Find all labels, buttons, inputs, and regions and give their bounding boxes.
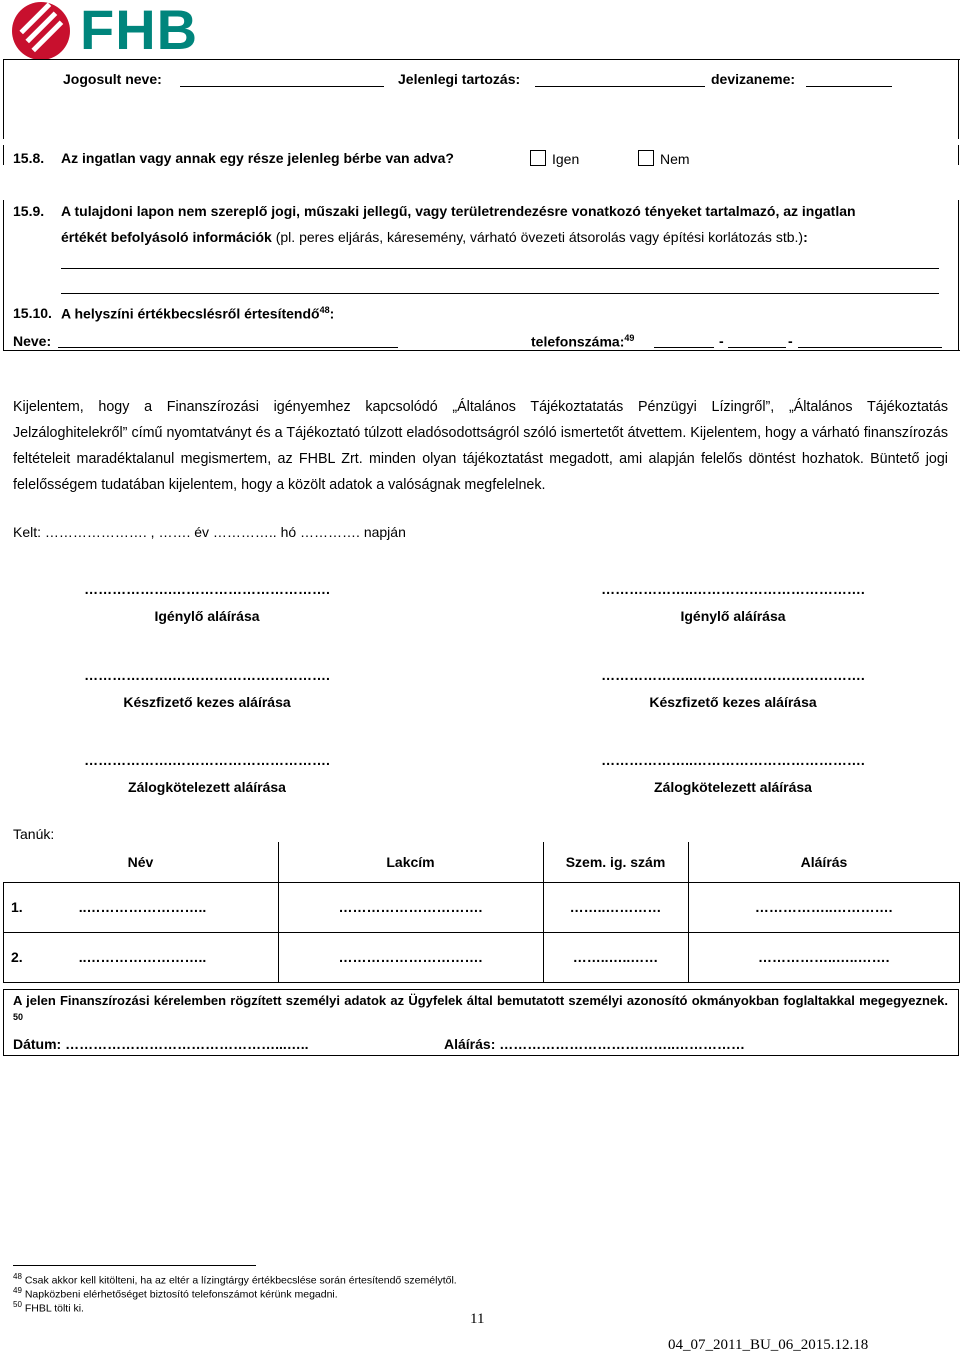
signature-dots-zalog-right[interactable]: ………………..……………………………….: [601, 752, 865, 768]
phone-dash-1: -: [719, 333, 724, 349]
q15-10-number: 15.10.: [13, 305, 52, 321]
phone-dash-2: -: [788, 333, 793, 349]
q15-8-number: 15.8.: [13, 150, 45, 166]
signature-label-kezes-right: Készfizető kezes aláírása: [649, 694, 817, 710]
footnote-48: [13, 1272, 457, 1287]
footnote-49-text: Napközbeni elérhetőséget biztosító telefonszámot kérünk megadni.: [24, 1288, 338, 1301]
no-checkbox[interactable]: [638, 150, 654, 166]
q15-9-colon: :: [803, 229, 808, 245]
q15-9-number: 15.9.: [13, 203, 45, 219]
witness-2-address-cell[interactable]: ………………………….: [278, 932, 543, 982]
witness-1-address-cell[interactable]: ………………………….: [278, 882, 543, 932]
kelt-line: Kelt: …………………. , ……. év ………….. hó …………. napján: [13, 524, 406, 540]
footnote-50: [13, 1300, 84, 1315]
signature-field[interactable]: Aláírás: ………………………………..……………: [444, 1036, 746, 1052]
q15-9-text-bold: értékét befolyásoló információk: [61, 229, 272, 245]
q15-10-colon: :: [329, 305, 335, 322]
fhb-logo-text: FHB: [80, 0, 199, 61]
current-debt-label: Jelenlegi tartozás:: [398, 71, 521, 87]
witnesses-header-row: [4, 842, 960, 882]
witness-row: [4, 932, 960, 982]
notify-name-field[interactable]: [58, 347, 398, 348]
row-number: 1.: [11, 899, 23, 915]
jogosult-name-field[interactable]: [180, 86, 384, 87]
yes-label: Igen: [552, 151, 580, 167]
header-szem-ig: Szem. ig. szám: [543, 842, 688, 882]
footnote-ref-48: 48: [319, 305, 330, 315]
footnote-50-num: 50: [13, 1300, 22, 1309]
data-verification-sentence: A jelen Finanszírozási kérelemben rögzített személyi adatok az Ügyfelek által bemutatott személyi azonosító okmányokban foglaltakkal megegyeznek.: [13, 993, 948, 1008]
phone-field-2[interactable]: [728, 347, 786, 348]
signature-label-kezes-left: Készfizető kezes aláírása: [123, 694, 291, 710]
data-verification-text: [13, 992, 948, 1029]
jogosult-name-label: Jogosult neve:: [63, 71, 162, 87]
witness-2-id-cell[interactable]: ……..…..……: [543, 932, 688, 982]
declaration-text: Kijelentem, hogy a Finanszírozási igényemhez kapcsolódó „Általános Tájékoztatatás Pénzügyi Lízingről”, „Általános Tájékoztatás Jelzáloghitelekről” című nyomtatványt és a Tájékoztató túlzott eladósodottságról szóló ismertetőt átvettem. Kijelentem, hogy a várható finanszírozás feltételeit maradéktalanul megismertem, az FHBL Zrt. minden olyan tájékoztatást megadott, ami alapján felelős döntést hozhatok. Büntető jogi felelősségem tudatában kijelentem, hogy a közölt adatok a valóságnak megfelelnek.: [13, 399, 948, 493]
witness-2-signature-cell[interactable]: ……………..…..…….: [688, 932, 960, 982]
q15-8-no-option[interactable]: [638, 150, 690, 167]
q15-9-text-normal: (pl. peres eljárás, káresemény, várható övezeti átsorolás vagy építési korlátozás stb.): [275, 229, 804, 245]
witness-1-name-cell[interactable]: [4, 882, 279, 932]
currency-field[interactable]: [806, 86, 892, 87]
phone-field-3[interactable]: [798, 347, 942, 348]
current-debt-field[interactable]: [535, 86, 705, 87]
header-lakcim: Lakcím: [278, 842, 543, 882]
witnesses-table: [3, 842, 960, 983]
signature-dots-zalog-left[interactable]: ……………….…………………………….: [84, 752, 330, 768]
name-dots: ..……………………..: [78, 899, 207, 915]
page-number: 11: [470, 1311, 485, 1327]
q15-9-answer-line-1[interactable]: [61, 268, 939, 269]
header-nev: Név: [4, 842, 279, 882]
yes-checkbox[interactable]: [530, 150, 546, 166]
footnote-50-text: FHBL tölti ki.: [24, 1302, 84, 1315]
no-label: Nem: [660, 151, 690, 167]
footnote-49-num: 49: [13, 1286, 22, 1295]
witness-2-name-cell[interactable]: [4, 932, 279, 982]
currency-label: devizaneme:: [711, 71, 796, 87]
witness-row: [4, 882, 960, 932]
footnote-separator: [13, 1265, 256, 1266]
footnote-ref-50: 50: [13, 1012, 24, 1022]
q15-9-text-line2: [61, 229, 808, 245]
signature-label-zalog-left: Zálogkötelezett aláírása: [128, 779, 286, 795]
witness-1-signature-cell[interactable]: ……………..………….: [688, 882, 960, 932]
signature-label-zalog-right: Zálogkötelezett aláírása: [654, 779, 812, 795]
notify-name-label: Neve:: [13, 333, 52, 349]
header-alairas: Aláírás: [688, 842, 960, 882]
footnote-49: [13, 1286, 338, 1301]
q15-9-answer-line-2[interactable]: [61, 293, 939, 294]
q15-8-text: Az ingatlan vagy annak egy része jelenleg bérbe van adva?: [61, 150, 454, 166]
row-number: 2.: [11, 949, 23, 965]
phone-label: [531, 333, 634, 350]
witness-1-id-cell[interactable]: ……..…………: [543, 882, 688, 932]
q15-10-text: [61, 305, 334, 322]
footnote-ref-49: 49: [624, 333, 635, 343]
name-dots: ..……………………..: [78, 949, 207, 965]
document-code: 04_07_2011_BU_06_2015.12.18: [668, 1337, 869, 1353]
phone-label-text: telefonszáma:: [531, 333, 625, 350]
signature-label-igenylo-right: Igénylő aláírása: [680, 608, 786, 624]
witnesses-label: Tanúk:: [13, 826, 55, 842]
signature-label-igenylo-left: Igénylő aláírása: [154, 608, 260, 624]
signature-dots-kezes-left[interactable]: ……………….…………………………….: [84, 667, 330, 683]
fhb-logo: [12, 2, 212, 60]
q15-8-yes-option[interactable]: [530, 150, 579, 167]
signature-dots-kezes-right[interactable]: ………………..……………………………….: [601, 667, 865, 683]
q15-10-label: A helyszíni értékbecslésről értesítendő: [61, 305, 320, 322]
date-field[interactable]: Dátum: ………………………………………...…..: [13, 1036, 309, 1052]
footnote-48-num: 48: [13, 1272, 22, 1281]
signature-dots-igenylo-left[interactable]: ……………….…………………………….: [84, 581, 330, 597]
q15-9-text-line1: A tulajdoni lapon nem szereplő jogi, műszaki jellegű, vagy területrendezésre vonatkozó tényeket tartalmazó, az ingatlan: [61, 203, 856, 219]
footnote-48-text: Csak akkor kell kitölteni, ha az eltér a lízingtárgy értékbecslése során értesítendő személytől.: [24, 1274, 457, 1287]
signature-dots-igenylo-right[interactable]: ………………..……………………………….: [601, 581, 865, 597]
phone-field-1[interactable]: [654, 347, 714, 348]
